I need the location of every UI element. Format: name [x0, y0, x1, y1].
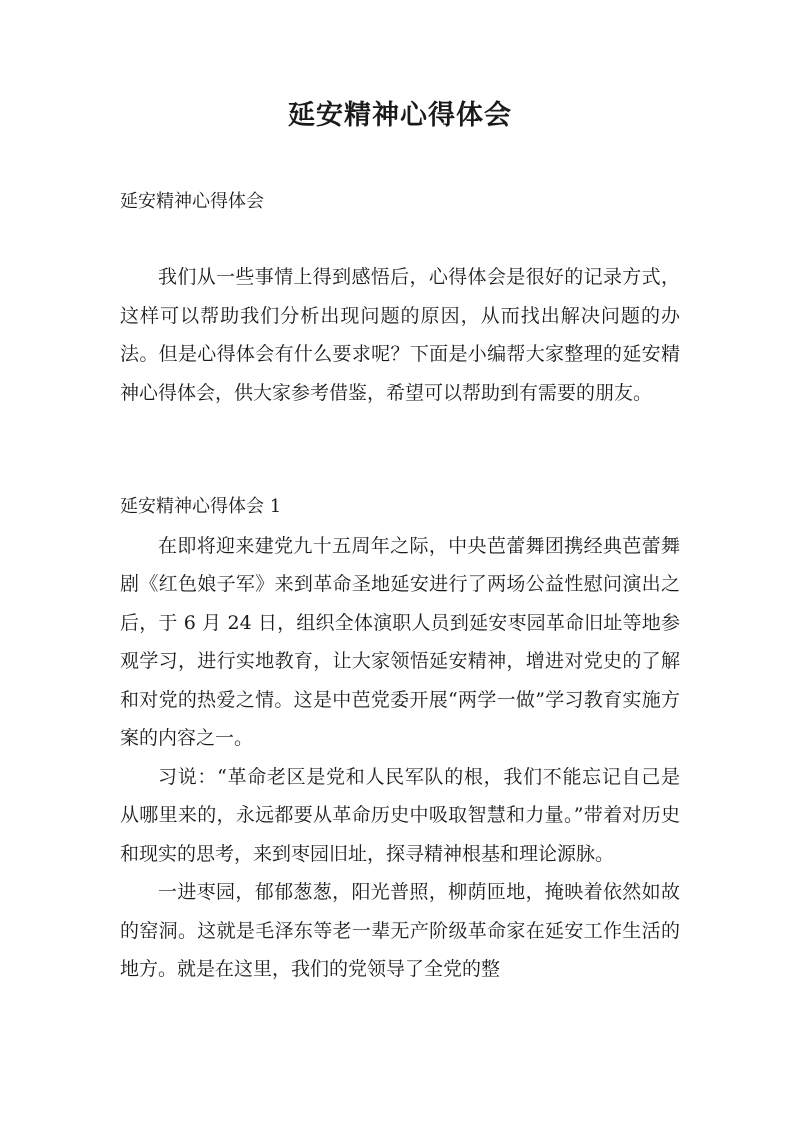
document-subtitle: 延安精神心得体会 — [120, 191, 264, 212]
intro-block — [120, 258, 680, 412]
section-1 — [120, 488, 680, 989]
section-paragraph-1: 在即将迎来建党九十五周年之际，中央芭蕾舞团携经典芭蕾舞剧《红色娘子军》来到革命圣地延安进行了两场公益性慰问演出之后，于 6 月 24 日，组织全体演职人员到延安枣园革命旧址等地参观学习，进行实地教育，让大家领悟延安精神，增进对党史的了解和对党的热爱之情。这是中芭党委开展“两学一做”学习教育实施方案的内容之一。 — [120, 534, 680, 749]
section-heading: 延安精神心得体会 1 — [120, 496, 282, 517]
document-title: 延安精神心得体会 — [288, 100, 512, 131]
section-paragraph-3: 一进枣园，郁郁葱葱，阳光普照，柳荫匝地，掩映着依然如故的窑洞。这就是毛泽东等老一辈无产阶级革命家在延安工作生活的地方。就是在这里，我们的党领导了全党的整 — [120, 881, 680, 980]
section-paragraph-2: 习说：“革命老区是党和人民军队的根，我们不能忘记自己是从哪里来的，永远都要从革命历史中吸取智慧和力量。”带着对历史和现实的思考，来到枣园旧址，探寻精神根基和理论源脉。 — [120, 765, 680, 865]
intro-paragraph: 我们从一些事情上得到感悟后，心得体会是很好的记录方式，这样可以帮助我们分析出现问题的原因，从而找出解决问题的办法。但是心得体会有什么要求呢？下面是小编帮大家整理的延安精神心得体会，供大家参考借鉴，希望可以帮助到有需要的朋友。 — [120, 266, 680, 404]
